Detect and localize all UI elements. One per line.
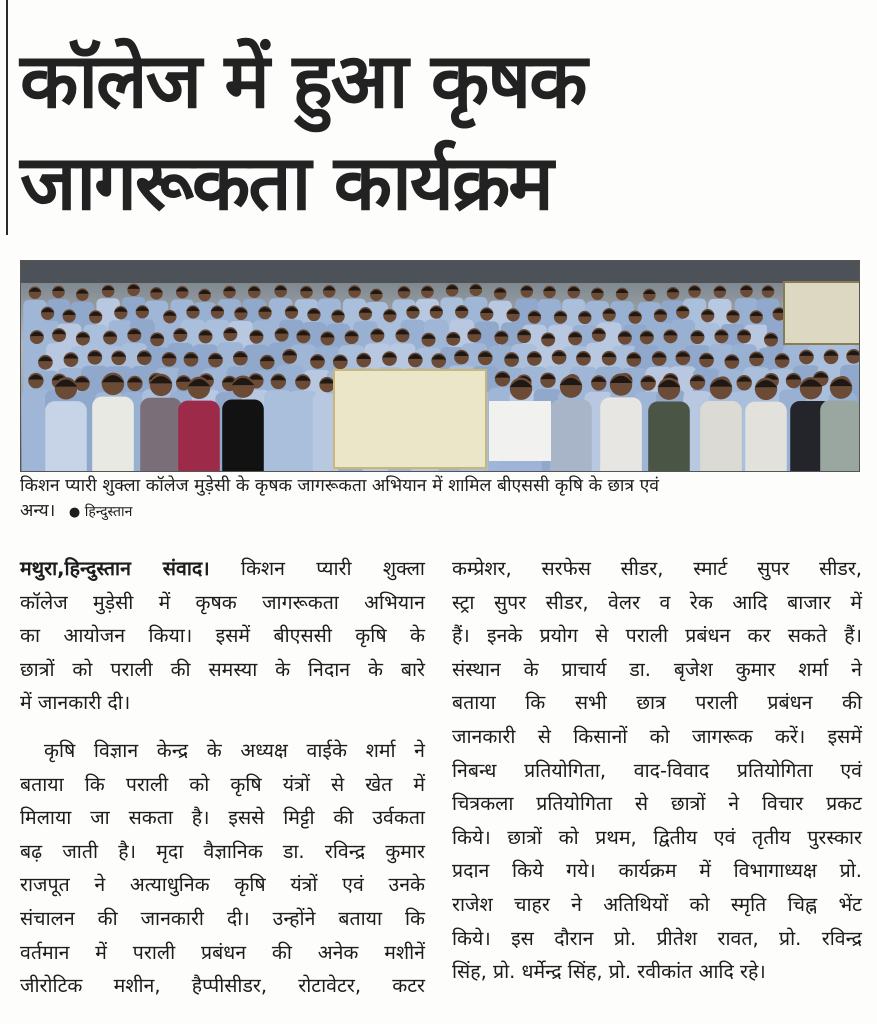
headline-line-2: जागरूकता कार्यक्रम bbox=[20, 138, 552, 227]
caption-line-1: किशन प्यारी शुक्ला कॉलेज मुड़ेसी के कृषक जागरूकता अभियान में शामिल बीएससी कृषि के छात्र एवं bbox=[20, 476, 660, 496]
article-line: बताया कि सभी छात्र पराली प्रबंधन की bbox=[452, 691, 862, 715]
article-line: कृषि विज्ञान केन्द्र के अध्यक्ष वाईके शर्मा ने bbox=[44, 738, 425, 762]
photo-person-body bbox=[45, 401, 87, 471]
article-line: प्रदान किये गये। कार्यक्रम में विभागाध्यक्ष प्रो. bbox=[452, 859, 862, 883]
article-paragraph-1 bbox=[20, 552, 425, 720]
column-rule bbox=[6, 0, 8, 235]
credit-bullet-icon: ● bbox=[68, 505, 81, 520]
photo-person-body bbox=[600, 397, 642, 471]
photo-credit bbox=[69, 504, 132, 520]
article-line: निबन्ध प्रतियोगिता, वाद-विवाद प्रतियोगिता एवं bbox=[452, 758, 862, 782]
article-line: बढ़ जाती है। मृदा वैज्ञानिक डा. रविन्द्र कुमार bbox=[20, 839, 425, 863]
photo-person-body bbox=[178, 401, 220, 471]
photo-person-body bbox=[222, 399, 264, 471]
article-line: राजपूत ने अत्याधुनिक कृषि यंत्रों एवं उनके bbox=[20, 873, 425, 897]
article-line: संस्थान के प्राचार्य डा. बृजेश कुमार शर्मा ने bbox=[452, 657, 862, 681]
photo-person-body bbox=[264, 390, 293, 471]
article-line: हैं। इनके प्रयोग से पराली प्रबंधन कर सकते हैं। bbox=[452, 624, 862, 648]
photo-person-body bbox=[820, 400, 859, 471]
credit-text: हिन्दुस्तान bbox=[84, 504, 133, 520]
photo-person-body bbox=[92, 397, 134, 471]
photo-board bbox=[489, 401, 551, 461]
article-line: का आयोजन किया। इसमें बीएससी कृषि के bbox=[20, 624, 425, 648]
article-line: किये। छात्रों को प्रथम, द्वितीय एवं तृतीय पुरस्कार bbox=[452, 825, 862, 849]
photo-caption bbox=[20, 474, 860, 525]
article-line: चित्रकला प्रतियोगिता से छात्रों ने विचार प्रकट bbox=[452, 792, 862, 816]
photo-person-body bbox=[140, 398, 182, 471]
article-line: में जानकारी दी। bbox=[20, 691, 131, 715]
article-line: सिंह, प्रो. धर्मेन्द्र सिंह, प्रो. रवीकांत आदि रहे। bbox=[452, 960, 766, 984]
article-line: वर्तमान में पराली प्रबंधन की अनेक मशीनें bbox=[20, 940, 425, 964]
photo-sign bbox=[783, 281, 860, 345]
article-column-right bbox=[452, 552, 862, 989]
news-photo bbox=[20, 260, 860, 472]
article-line: छात्रों को पराली की समस्या के निदान के बारे bbox=[20, 657, 425, 681]
article-paragraph-2 bbox=[20, 734, 425, 1003]
photo-banner bbox=[333, 369, 487, 469]
headline-line-1: कॉलेज में हुआ कृषक bbox=[20, 36, 586, 125]
article-dateline: मथुरा,हिन्दुस्तान संवाद। bbox=[20, 557, 210, 580]
article-line: कम्प्रेशर, सरफेस सीडर, स्मार्ट सुपर सीडर, bbox=[452, 557, 862, 580]
article-column-left bbox=[20, 552, 425, 1003]
article-line: मिलाया जा सकता है। इससे मिट्टी की उर्वकता bbox=[20, 806, 425, 830]
photo-person-body bbox=[550, 399, 592, 471]
caption-line-2: अन्य। bbox=[20, 501, 56, 521]
article-line: जीरोटिक मशीन, हैप्पीसीडर, रोटावेटर, कटर bbox=[20, 974, 425, 998]
article-line: बताया कि पराली को कृषि यंत्रों से खेत में bbox=[20, 772, 425, 796]
article-line: राजेश चाहर ने अतिथियों को स्मृति चिह्न भेंट bbox=[452, 892, 862, 916]
photo-person-body bbox=[648, 401, 690, 471]
headline bbox=[20, 30, 860, 234]
article-line: संचालन की जानकारी दी। उन्होंने बताया कि bbox=[20, 906, 425, 930]
photo-person-body bbox=[700, 401, 742, 471]
article-line: कॉलेज मुड़ेसी में कृषक जागरूकता अभियान bbox=[20, 590, 425, 614]
photo-person-body bbox=[745, 402, 787, 471]
article-line: स्ट्रा सुपर सीडर, वेलर व रेक आदि बाजार में bbox=[452, 590, 862, 614]
article-line: किये। इस दौरान प्रो. प्रीतेश रावत, प्रो. रविन्द्र bbox=[452, 926, 862, 950]
article-line: जानकारी से किसानों को जागरूक करें। इसमें bbox=[452, 724, 862, 748]
article-line: किशन प्यारी शुक्ला bbox=[209, 557, 425, 580]
article-paragraph-3 bbox=[452, 552, 862, 989]
